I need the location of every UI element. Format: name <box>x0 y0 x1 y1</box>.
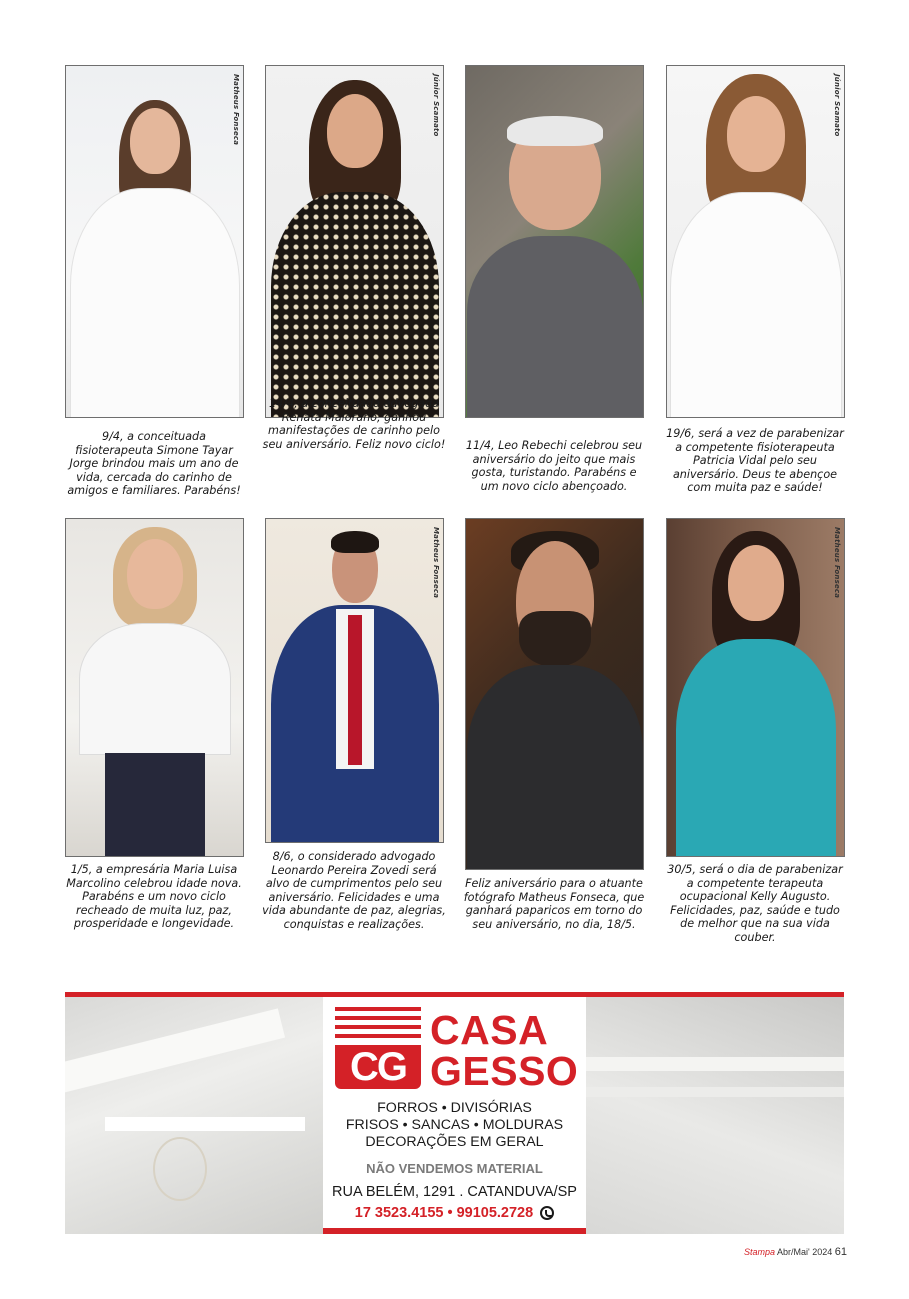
caption-maria-luisa: 1/5, a empresária Maria Luisa Marcolino celebrou idade nova. Parabéns e um novo ciclo recheado de muita luz, paz, prosperidade e longevidade. <box>66 863 242 931</box>
photo-credit: Matheus Fonseca <box>432 527 440 599</box>
person-figure <box>270 80 440 417</box>
photo-patricia <box>666 65 845 418</box>
page-number: 61 <box>834 1246 847 1258</box>
caption-renata: 14/4, a conceituada advogada Renata Maiorano, ganhou manifestações de carinho pelo seu aniversário. Feliz novo ciclo! <box>262 397 446 451</box>
person-figure <box>671 531 841 856</box>
photo-kelly <box>666 518 845 857</box>
services-line2: FRISOS • SANCAS • MOLDURAS <box>345 1117 564 1133</box>
ceiling-photo-left <box>65 997 323 1234</box>
caption-patricia: 19/6, será a vez de parabenizar a competente fisioterapeuta Patricia Vidal pelo seu aniversário. Deus te abençoe com muita paz e saúde! <box>666 427 844 495</box>
ceiling-photo-right <box>586 997 844 1234</box>
photo-maria-luisa <box>65 518 244 857</box>
photo-credit: Júnior Scamato <box>833 74 841 137</box>
store-address: RUA BELÉM, 1291 . CATANDUVA/SP <box>332 1184 577 1200</box>
whatsapp-icon <box>540 1206 554 1220</box>
casa-gesso-ad <box>65 992 844 1234</box>
person-figure <box>467 118 643 417</box>
caption-matheus: Feliz aniversário para o atuante fotógrafo Matheus Fonseca, que ganhará paparicos em torno do seu aniversário, no dia, 18/5. <box>463 877 645 931</box>
photo-credit: Matheus Fonseca <box>232 74 240 146</box>
photo-renata <box>265 65 444 418</box>
services-line3: DECORAÇÕES EM GERAL <box>365 1134 544 1150</box>
no-material-notice: NÃO VENDEMOS MATERIAL <box>366 1161 543 1176</box>
brand-name-line2: GESSO <box>430 1048 579 1094</box>
caption-kelly: 30/5, será o dia de parabenizar a competente terapeuta ocupacional Kelly Augusto. Felicidades, paz, saúde e tudo de melhor que na sua vida couber. <box>667 863 843 944</box>
photo-credit: Matheus Fonseca <box>833 527 841 599</box>
photo-credit: Júnior Scamato <box>432 74 440 137</box>
casa-gesso-logo <box>335 1007 421 1089</box>
photo-leonardo <box>265 518 444 843</box>
page-footer <box>744 1246 847 1258</box>
brand-name-line1: CASA <box>430 1007 549 1053</box>
caption-leonardo: 8/6, o considerado advogado Leonardo Pereira Zovedi será alvo de cumprimentos pelo seu aniversário. Felicidades e uma vida abundante de paz, alegrias, conquistas e realizações. <box>262 850 446 931</box>
person-figure <box>75 527 235 856</box>
services-line1: FORROS • DIVISÓRIAS <box>377 1100 532 1116</box>
phone-numbers: 17 3523.4155 • 99105.2728 <box>354 1205 534 1221</box>
issue-date: Abr/Mai' 2024 <box>776 1247 833 1257</box>
magazine-name: Stampa <box>743 1247 775 1257</box>
ad-bottom-bar <box>323 1228 586 1234</box>
ad-panel <box>323 997 586 1234</box>
logo-initials: CG <box>335 1045 421 1089</box>
photo-simone <box>65 65 244 418</box>
phone-numbers-row <box>323 1205 586 1221</box>
person-figure <box>70 96 240 417</box>
photo-leo <box>465 65 644 418</box>
person-figure <box>270 533 440 842</box>
caption-leo: 11/4, Leo Rebechi celebrou seu aniversário do jeito que mais gosta, turistando. Parabéns e um novo ciclo abençoado. <box>465 439 643 493</box>
person-figure <box>467 531 643 869</box>
person-figure <box>670 74 842 417</box>
caption-simone: 9/4, a conceituada fisioterapeuta Simone Tayar Jorge brindou mais um ano de vida, cercada do carinho de amigos e familiares. Parabéns! <box>67 430 241 498</box>
photo-matheus <box>465 518 644 870</box>
